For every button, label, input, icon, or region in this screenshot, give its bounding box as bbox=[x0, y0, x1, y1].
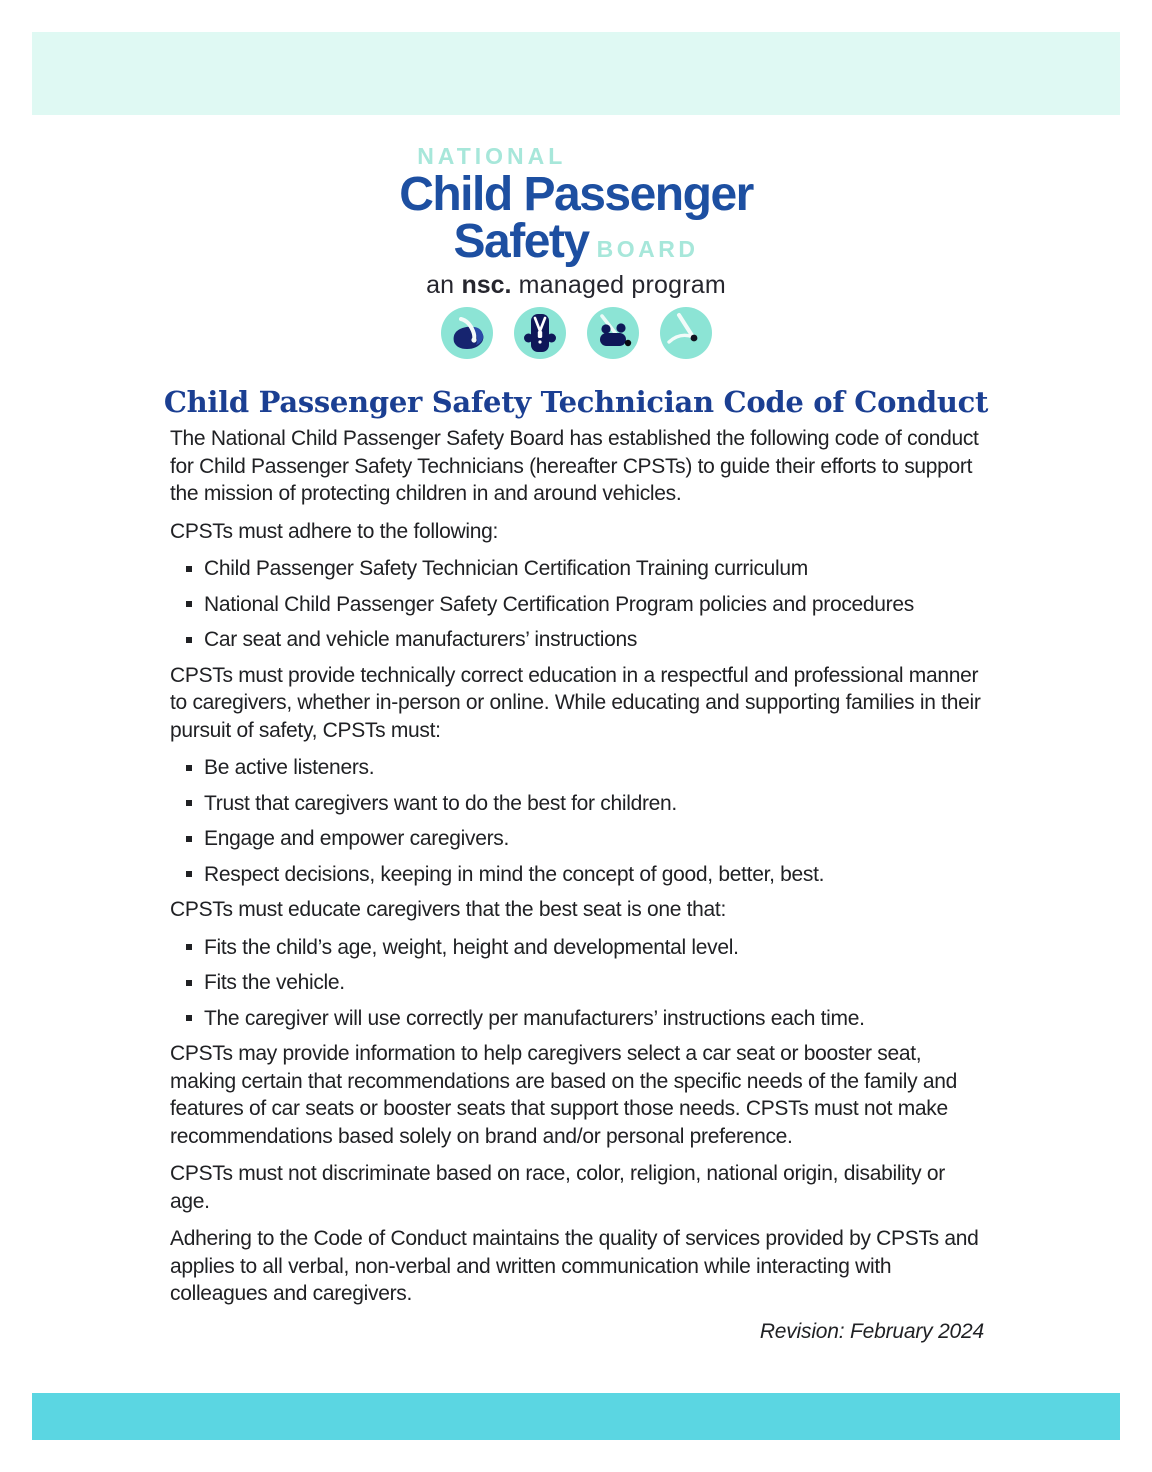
adherence-paragraph: Adhering to the Code of Conduct maintains the quality of services provided by CPSTs and applies to all verbal, non-verbal and written communication while interacting with colleagues and caregivers. bbox=[170, 1227, 979, 1305]
list-item: Respect decisions, keeping in mind the concept of good, better, best. bbox=[204, 861, 984, 889]
nsc-brand: nsc. bbox=[461, 270, 512, 299]
list-item: Engage and empower caregivers. bbox=[204, 825, 984, 853]
list-item: The caregiver will use correctly per manufacturers’ instructions each time. bbox=[204, 1005, 984, 1033]
logo-text-block bbox=[399, 145, 753, 298]
convertible-seat-icon bbox=[514, 307, 566, 359]
conduct-bullet-list bbox=[170, 754, 984, 888]
best-seat-bullet-list bbox=[170, 934, 984, 1033]
adhere-bullet-list bbox=[170, 555, 984, 654]
logo-name-line1: Child Passenger bbox=[399, 168, 753, 221]
list-item: National Child Passenger Safety Certification Program policies and procedures bbox=[204, 591, 984, 619]
adhere-lead-paragraph: CPSTs must adhere to the following: bbox=[170, 519, 499, 543]
list-item: Be active listeners. bbox=[204, 754, 984, 782]
logo-board-label: BOARD bbox=[596, 236, 699, 262]
infant-carrier-icon bbox=[441, 307, 493, 359]
select-info-paragraph: CPSTs may provide information to help caregivers select a car seat or booster seat, making certain that recommendations are based on the specific needs of the family and features of car seats or booster seats that support those needs. CPSTs must not make recommendations based solely on brand and/or personal preference. bbox=[170, 1042, 957, 1148]
booster-seat-icon bbox=[587, 307, 639, 359]
organization-logo bbox=[0, 145, 1152, 359]
list-item: Fits the vehicle. bbox=[204, 969, 984, 997]
tagline-an: an bbox=[426, 270, 455, 299]
educate-lead-paragraph: CPSTs must provide technically correct education in a respectful and professional manner to caregivers, whether in-person or online. While educating and supporting families in their pursuit of safety, CPSTs must: bbox=[170, 663, 981, 742]
document-body bbox=[170, 425, 984, 1345]
list-item: Child Passenger Safety Technician Certification Training curriculum bbox=[204, 555, 984, 583]
list-item: Fits the child’s age, weight, height and developmental level. bbox=[204, 934, 984, 962]
nsc-tagline bbox=[399, 270, 753, 299]
revision-note: Revision: February 2024 bbox=[759, 1319, 984, 1343]
best-seat-lead-paragraph: CPSTs must educate caregivers that the best seat is one that: bbox=[170, 898, 727, 921]
seat-belt-icon bbox=[660, 307, 712, 359]
page-title: Child Passenger Safety Technician Code of Conduct bbox=[163, 385, 989, 420]
tagline-rest: managed program bbox=[518, 270, 726, 299]
intro-paragraph: The National Child Passenger Safety Board has established the following code of conduct for Child Passenger Safety Technicians (hereafter CPSTs) to guide their efforts to support the mission of protecting children in and around vehicles. bbox=[170, 427, 979, 505]
logo-safety-word: Safety bbox=[453, 215, 589, 268]
list-item: Trust that caregivers want to do the best for children. bbox=[204, 790, 984, 818]
footer-band bbox=[32, 1393, 1120, 1440]
logo-kicker: NATIONAL bbox=[417, 143, 567, 169]
logo-name-line2 bbox=[399, 215, 753, 268]
header-band bbox=[32, 32, 1120, 115]
logo-icon-row bbox=[0, 307, 1152, 359]
nondiscrimination-paragraph: CPSTs must not discriminate based on race, color, religion, national origin, disability or age. bbox=[170, 1162, 945, 1213]
list-item: Car seat and vehicle manufacturers’ instructions bbox=[204, 626, 984, 654]
